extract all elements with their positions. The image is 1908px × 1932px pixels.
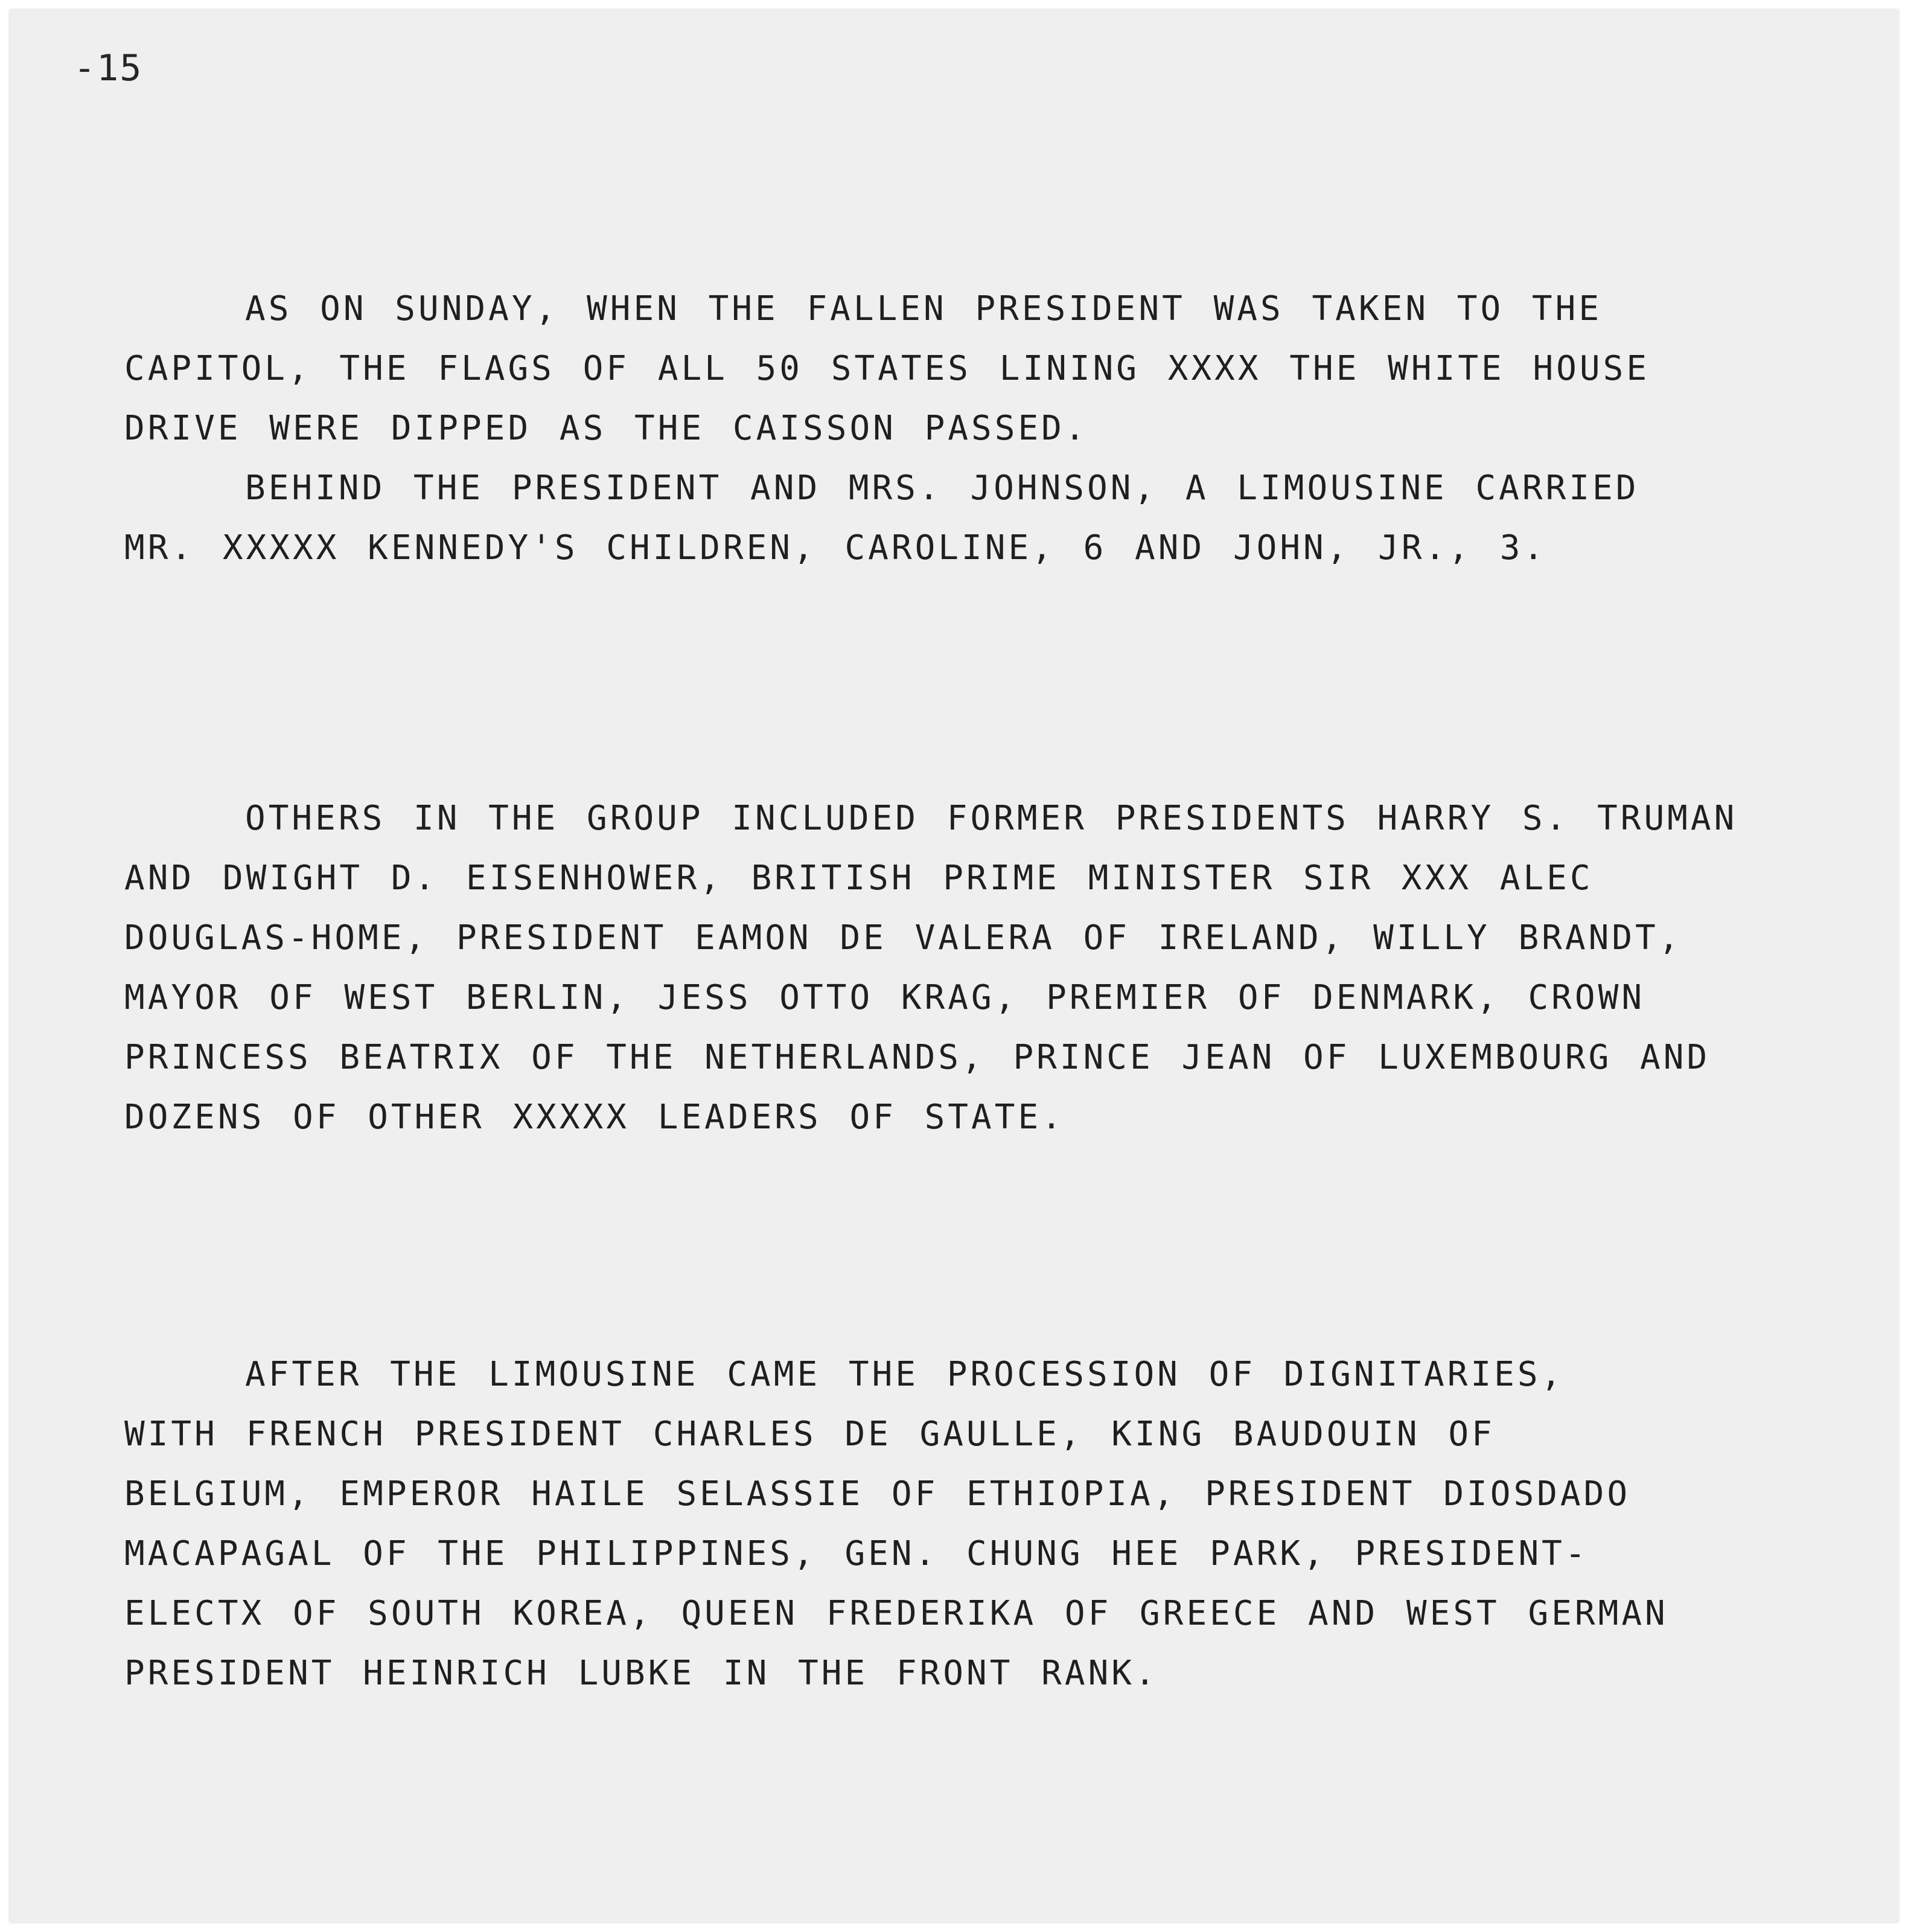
text-line: MAYOR OF WEST BERLIN, JESS OTTO KRAG, PREMIER OF DENMARK, CROWN bbox=[124, 978, 1645, 1017]
text-line: BELGIUM, EMPEROR HAILE SELASSIE OF ETHIOPIA, PRESIDENT DIOSDADO bbox=[124, 1474, 1631, 1514]
text-line: AS ON SUNDAY, WHEN THE FALLEN PRESIDENT WAS TAKEN TO THE bbox=[245, 289, 1603, 328]
text-line: CAPITOL, THE FLAGS OF ALL 50 STATES LINING XXXX THE WHITE HOUSE bbox=[124, 349, 1650, 388]
text-line: MACAPAGAL OF THE PHILIPPINES, GEN. CHUNG HEE PARK, PRESIDENT- bbox=[124, 1534, 1589, 1573]
paragraph-procession bbox=[124, 1345, 1802, 1703]
text-line: DOZENS OF OTHER XXXXX LEADERS OF STATE. bbox=[124, 1098, 1065, 1137]
text-line: BEHIND THE PRESIDENT AND MRS. JOHNSON, A LIMOUSINE CARRIED bbox=[245, 469, 1639, 508]
text-line: PRESIDENT HEINRICH LUBKE IN THE FRONT RANK. bbox=[124, 1654, 1158, 1693]
text-line: PRINCESS BEATRIX OF THE NETHERLANDS, PRINCE JEAN OF LUXEMBOURG AND bbox=[124, 1038, 1711, 1077]
text-line: DRIVE WERE DIPPED AS THE CAISSON PASSED. bbox=[124, 409, 1088, 448]
paragraph-sunday-flags bbox=[124, 279, 1802, 578]
paragraph-group-members bbox=[124, 788, 1802, 1147]
text-line: DOUGLAS-HOME, PRESIDENT EAMON DE VALERA OF IRELAND, WILLY BRANDT, bbox=[124, 918, 1682, 958]
text-line: AFTER THE LIMOUSINE CAME THE PROCESSION OF DIGNITARIES, bbox=[245, 1355, 1565, 1394]
text-line: OTHERS IN THE GROUP INCLUDED FORMER PRESIDENTS HARRY S. TRUMAN bbox=[245, 799, 1738, 838]
text-line: AND DWIGHT D. EISENHOWER, BRITISH PRIME MINISTER SIR XXX ALEC bbox=[124, 859, 1594, 898]
text-line: WITH FRENCH PRESIDENT CHARLES DE GAULLE, KING BAUDOUIN OF bbox=[124, 1415, 1495, 1454]
page-number: -15 bbox=[74, 47, 143, 89]
text-line: ELECTX OF SOUTH KOREA, QUEEN FREDERIKA OF GREECE AND WEST GERMAN bbox=[124, 1594, 1668, 1633]
document-page bbox=[10, 10, 1898, 1922]
text-line: MR. XXXXX KENNEDY'S CHILDREN, CAROLINE, 6 AND JOHN, JR., 3. bbox=[124, 528, 1547, 568]
